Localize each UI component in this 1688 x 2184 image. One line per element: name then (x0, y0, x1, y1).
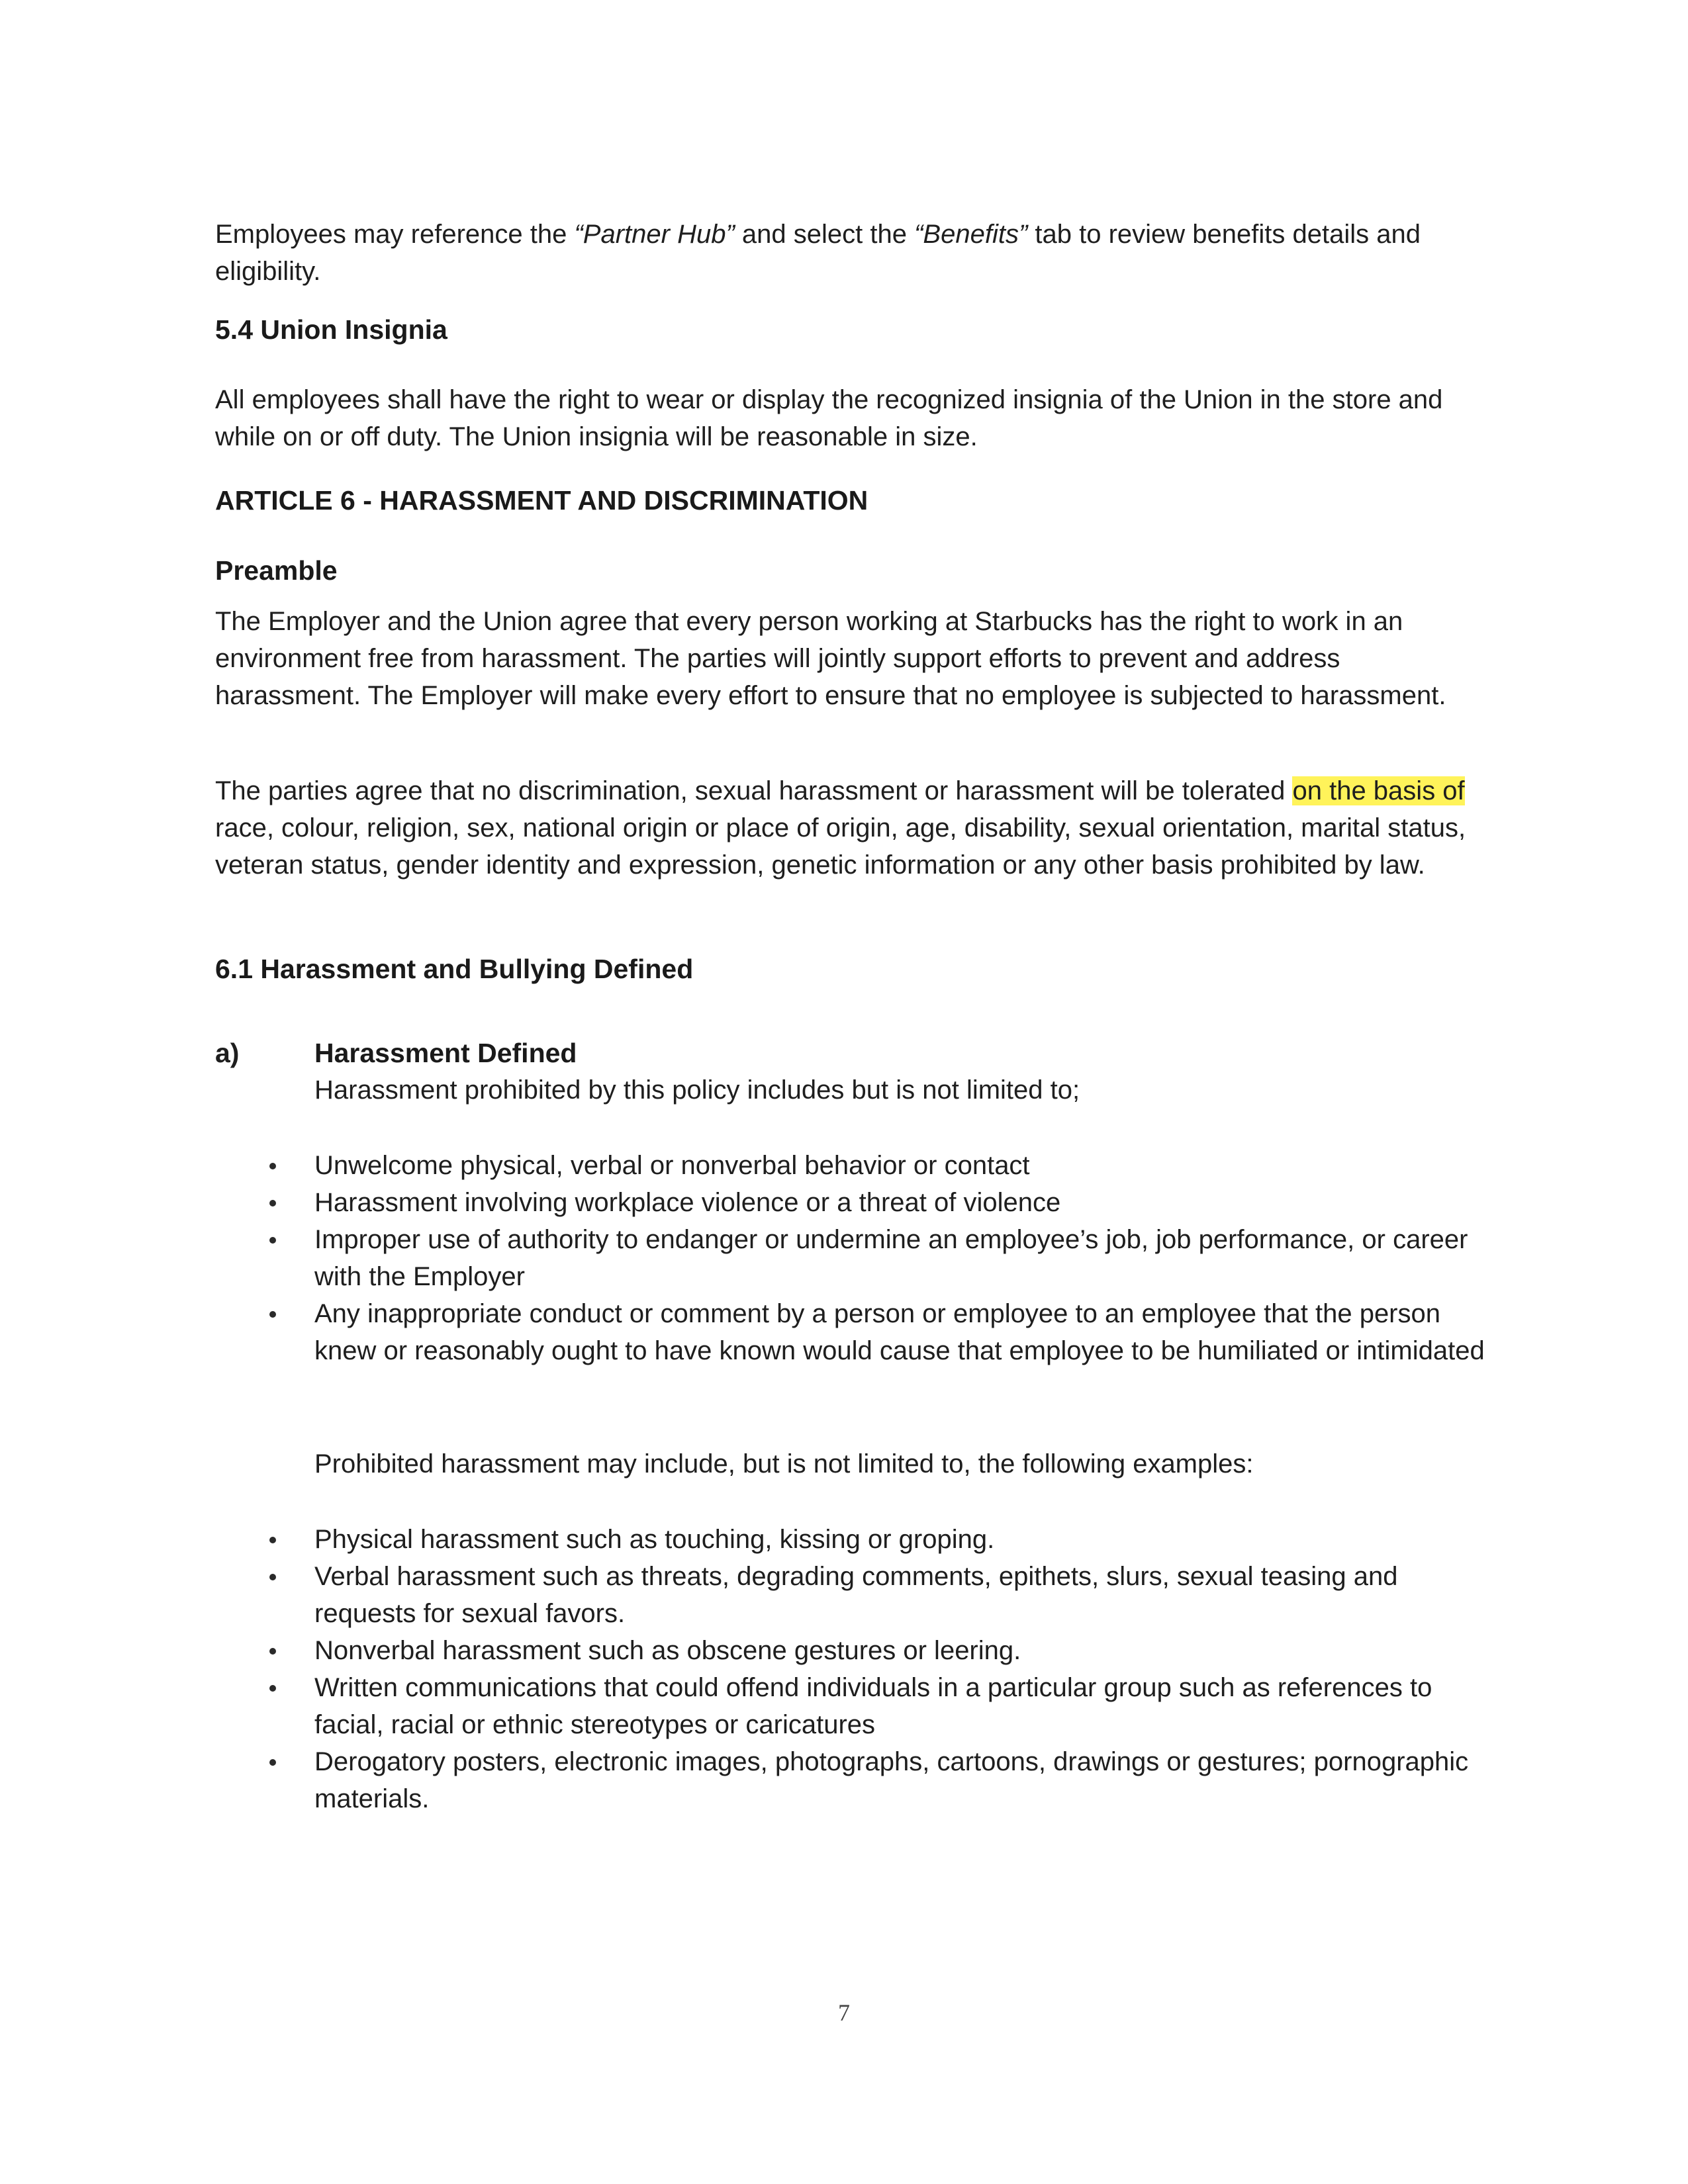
list-item (261, 1632, 1486, 1669)
list-item (261, 1184, 1486, 1221)
list-item-text: Derogatory posters, electronic images, photographs, cartoons, drawings or gestures; pornographic materials. (314, 1747, 1469, 1813)
bullet-icon (269, 1574, 276, 1580)
list-item (261, 1669, 1486, 1743)
section-5-4-body: All employees shall have the right to wear or display the recognized insignia of the Union in the store and while on or off duty. The Union insignia will be reasonable in size. (215, 385, 1443, 451)
section-5-4-heading: 5.4 Union Insignia (215, 314, 447, 345)
highlighted-text: on the basis of (1292, 776, 1465, 805)
list-item (261, 1743, 1486, 1817)
item-a-label: a) (215, 1038, 240, 1068)
list-item (261, 1558, 1486, 1632)
bullet-icon (269, 1237, 276, 1244)
preamble-heading: Preamble (215, 555, 338, 586)
examples-intro: Prohibited harassment may include, but is not limited to, the following examples: (314, 1449, 1254, 1479)
list-item-text: Improper use of authority to endanger or undermine an employee’s job, job performance, or career with the Employer (314, 1225, 1468, 1291)
list-item (261, 1221, 1486, 1295)
list-item-text: Nonverbal harassment such as obscene gestures or leering. (314, 1636, 1021, 1665)
preamble-p2-text-before: The parties agree that no discrimination, sexual harassment or harassment will be tolerated (215, 776, 1293, 805)
harassment-defined-heading: Harassment Defined (314, 1038, 577, 1068)
list-item-text: Verbal harassment such as threats, degrading comments, epithets, slurs, sexual teasing and requests for sexual favors. (314, 1562, 1398, 1628)
bullet-icon (269, 1163, 276, 1169)
harassment-defined-intro: Harassment prohibited by this policy includes but is not limited to; (314, 1075, 1080, 1105)
article-6-heading: ARTICLE 6 - HARASSMENT AND DISCRIMINATION (215, 485, 868, 516)
section-6-1-heading: 6.1 Harassment and Bullying Defined (215, 954, 694, 984)
list-item-text: Harassment involving workplace violence or a threat of violence (314, 1188, 1061, 1217)
intro-text-3: tab to review benefits details and eligibility. (215, 220, 1421, 286)
list-item (261, 1295, 1486, 1369)
intro-text-1: Employees may reference the (215, 220, 575, 249)
list-item (261, 1147, 1486, 1184)
preamble-paragraph-1: The Employer and the Union agree that every person working at Starbucks has the right to work in an environment free from harassment. The parties will jointly support efforts to prevent and address harassment. The Employer will make every effort to ensure that no employee is subjected to harassment. (215, 607, 1446, 710)
intro-text-2: and select the (734, 220, 915, 249)
bullet-icon (269, 1537, 276, 1543)
list-item (261, 1521, 1486, 1558)
benefits-tab-reference: “Benefits” (914, 220, 1028, 249)
harassment-definition-list (261, 1147, 1486, 1369)
bullet-icon (269, 1685, 276, 1692)
list-item-text: Any inappropriate conduct or comment by a person or employee to an employee that the person knew or reasonably ought to have known would cause that employee to be humiliated or intimidated (314, 1299, 1485, 1365)
bullet-icon (269, 1759, 276, 1766)
preamble-p2-text-after: race, colour, religion, sex, national origin or place of origin, age, disability, sexual orientation, marital status, veteran status, gender identity and expression, genetic information or any other basis prohibited by law. (215, 813, 1466, 880)
harassment-examples-list (261, 1521, 1486, 1817)
list-item-text: Unwelcome physical, verbal or nonverbal behavior or contact (314, 1151, 1030, 1180)
page-number: 7 (838, 1999, 850, 2026)
intro-paragraph (215, 216, 1486, 290)
bullet-icon (269, 1200, 276, 1206)
list-item-text: Written communications that could offend individuals in a particular group such as references to facial, racial or ethnic stereotypes or caricatures (314, 1673, 1432, 1739)
preamble-paragraph-2 (215, 772, 1486, 884)
partner-hub-reference: “Partner Hub” (574, 220, 735, 249)
bullet-icon (269, 1311, 276, 1318)
list-item-text: Physical harassment such as touching, kissing or groping. (314, 1525, 995, 1554)
bullet-icon (269, 1648, 276, 1655)
